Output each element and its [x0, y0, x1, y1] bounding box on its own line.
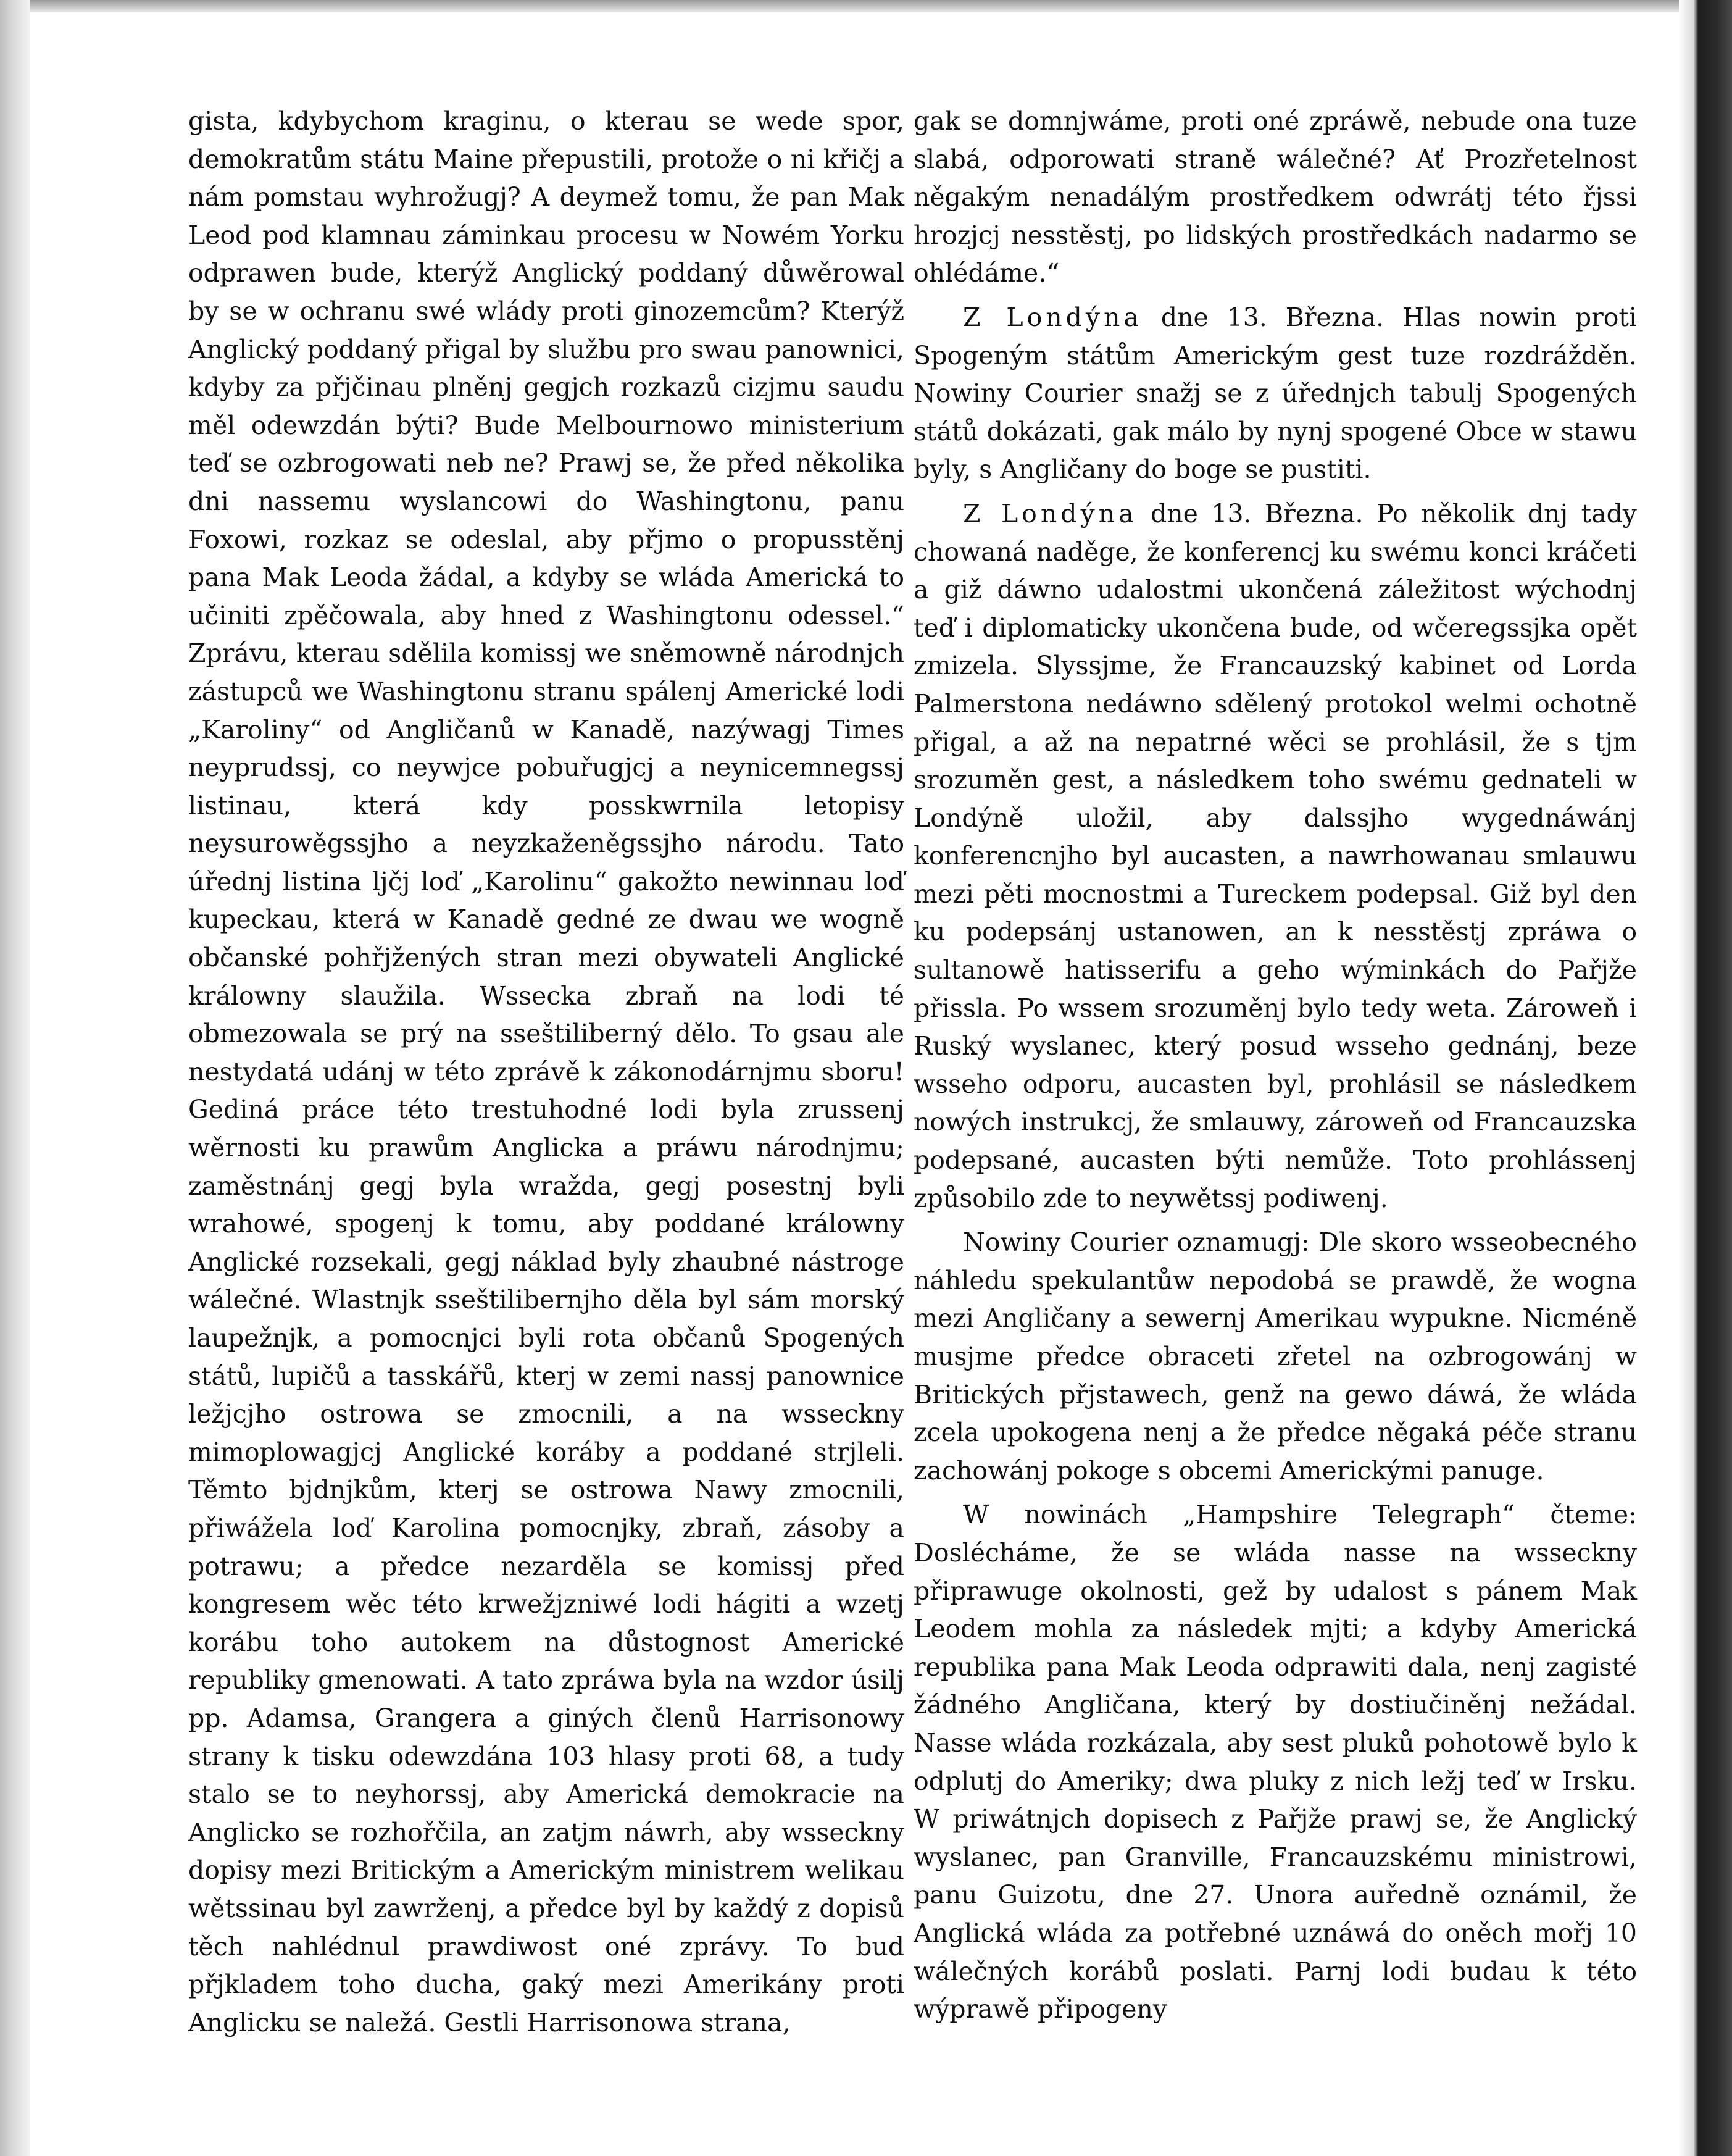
left-paragraph-continuation: gista, kdybychom kraginu, o kterau se wede spor, demokratům státu Maine přepustili, protože o ni křičj a nám pomstau wyhrožugj? A deymež tomu, že pan Mak Leod pod klamnau záminkau procesu w Nowém Yorku odprawen bude, kterýž Anglický poddaný důwěrowal by se w ochranu swé wlády proti ginozemcům? Kterýž Anglický poddaný přigal by službu pro swau panownici, kdyby za přjčinau plněnj gegjch rozkazů cizjmu saudu měl odewzdán býti? Bude Melbournowo ministerium teď se ozbrogowati neb ne? Prawj se, že před několika dni nassemu wyslancowi do Washingtonu, panu Foxowi, rozkaz se odeslal, aby přjmo o propusstěnj pana Mak Leoda žádal, a kdyby se wláda Americká to učiniti zpěčowala, aby hned z Washingtonu odessel.“ Zprávu, kterau sdělila komissj we sněmowně národnjch zástupců we Washingtonu stranu spálenj Americké lodi „Karoliny“ od Angličanů w Kanadě, nazýwagj Times neyprudssj, co neywjce pobuřugjcj a neynicemnegssj listinau, která kdy posskwrnila letopisy neysurowěgssjho a neyzkaženěgssjho národu. Tato úřednj listina ljčj loď „Karolinu“ gakožto newinnau loď kupeckau, která w Kanadě gedné ze dwau we wogně občanské pohřjžených stran mezi obywateli Anglické králowny slaužila. Wssecka zbraň na lodi té obmezowala se prý na sseštiliberný dělo. To gsau ale nestydatá udánj w této zprávě k zákonodárnjmu sboru! Gediná práce této trestuhodné lodi byla zrussenj wěrnosti ku prawům Anglicka a práwu národnjmu; zaměstnánj gegj byla wražda, gegj posestnj byli wrahowé, spogenj k tomu, aby poddané králowny Anglické rozsekali, gegj náklad byly zhaubné nástroge wálečné. Wlastnjk sseštilibernjho děla byl sám morský laupežnjk, a pomocnjci byli rota občanů Spogených států, lupičů a tasskářů, kterj w zemi nassj panownice ležjcjho ostrowa se zmocnili, a na wsseckny mimoplowagjcj Anglické koráby a poddané strjleli. Těmto bjdnjkům, kterj se ostrowa Nawy zmocnili, přiwážela loď Karolina pomocnjky, zbraň, zásoby a potrawu; a předce nezarděla se komissj před kongresem wěc této krwežjzniwé lodi hágiti a wzetj korábu toho autokem na důstognost Americké republiky gmenowati. A tato zpráwa byla na wzdor úsilj pp. Adamsa, Grangera a giných členů Harrisonowy strany k tisku odewzdána 103 hlasy proti 68, a tudy stalo se to neyhorssj, aby Americká demokracie na Anglicko se rozhořčila, an zatjm náwrh, aby wsseckny dopisy mezi Britickým a Americkým ministrem welikau wětssinau byl zawrženj, a předce byl by každý z dopisů těch nahlédnul prawdiwost oné zprávy. To bud přjkladem toho ducha, gaký mezi Amerikány proti Anglicku se naležá. Gestli Harrisonowa strana,	[188, 106, 904, 2037]
right-column	[914, 102, 1637, 2024]
scan-top-edge	[0, 0, 1732, 12]
news-item-london-1	[914, 299, 1637, 489]
book-spine-shadow	[1694, 0, 1732, 2156]
news-item-text: dne 13. Března. Po několik dnj tady chowaná naděge, že konferencj ku swému konci kráčeti a giž dáwno udalostmi ukončená záležitost wýchodnj teď i diplomaticky ukončena bude, od wčeregssjka opět zmizela. Slyssjme, že Francauzský kabinet od Lorda Palmerstona nedáwno sdělený protokol welmi ochotně přigal, a až na nepatrné wěci se prohlásil, že s tjm srozuměn gest, a následkem toho swému gednateli w Londýně uložil, aby dalssjho wygednáwánj konferencnjho byl aucasten, a nawrhowanau smlauwu mezi pěti mocnostmi a Tureckem podepsal. Giž byl den ku podepsánj ustanowen, an k nesstěstj zpráwa o sultanowě hatisserifu a geho wýminkách do Pařjže přissla. Po wssem srozuměnj bylo tedy weta. Zároweň i Ruský wyslanec, který posud wsseho gednánj, beze wsseho odporu, aucasten byl, prohlásil se následkem nowých instrukcj, že smlauwy, zároweň od Francauzska podepsané, aucasten býti nemůže. Toto prohlássenj způsobilo zde to neywětssj podiwenj.	[914, 498, 1637, 1213]
news-item-hampshire-telegraph: W nowinách „Hampshire Telegraph“ čteme: Doslécháme, že se wláda nasse na wsseckny připrawuge okolnosti, gež by udalost s pánem Mak Leodem mohla za následek mjti; a kdyby Americká republika pana Mak Leoda odprawiti dala, nenj zagisté žádného Angličana, který by dostiučiněnj nežádal. Nasse wláda rozkázala, aby sest pluků pohotowě bylo k odplutj do Ameriky; dwa pluky z nich ležj teď w Irsku. W priwátnjch dopisech z Pařjže prawj se, že Anglický wyslanec, pan Granville, Francauzskému ministrowi, panu Guizotu, dne 27. Unora auředně oznámil, že Anglická wláda za potřebné uznáwá do oněch mořj 10 wálečných korábů poslati. Parnj lodi budau k této wýprawě připogeny	[914, 1500, 1637, 2024]
dateline-place: Z Londýna	[963, 302, 1143, 332]
scan-left-edge	[0, 0, 30, 2156]
left-column	[188, 102, 904, 2037]
dateline-place: Z Londýna	[963, 498, 1138, 529]
news-item-courier: Nowiny Courier oznamugj: Dle skoro wsseobecného náhledu spekulantůw nepodobá se prawdě, že wogna mezi Angličany a sewernj Amerikau wypukne. Nicméně musjme předce obraceti zřetel na ozbrogowánj w Britických přjstawech, genž na gewo dáwá, že wláda zcela upokogena nenj a že předce něgaká péče stranu zachowánj pokoge s obcemi Americkými panuge.	[914, 1227, 1637, 1485]
page-gutter	[1679, 0, 1694, 2156]
right-paragraph-continuation: gak se domnjwáme, proti oné zpráwě, nebude ona tuze slabá, odporowati straně wálečné? Ať Prozřetelnost něgakým nenadálým prostředkem odwrátj této řjssi hrozjcj nesstěstj, po lidských prostředkách nadarmo se ohlédáme.“	[914, 106, 1637, 288]
news-item-london-2	[914, 495, 1637, 1218]
news-item-text: dne 13. Března. Hlas nowin proti Spogeným státům Americkým gest tuze rozdrážděn. Nowiny Courier snažj se z úřednjch tabulj Spogených států dokázati, gak málo by nynj spogené Obce w stawu byly, s Angličany do boge se pustiti.	[914, 302, 1637, 485]
